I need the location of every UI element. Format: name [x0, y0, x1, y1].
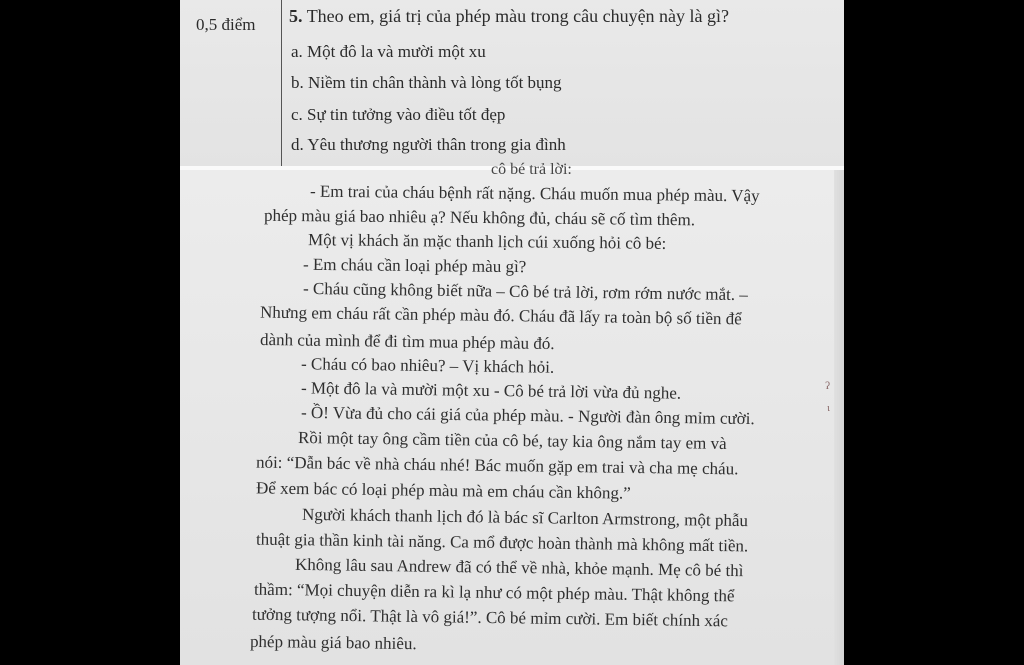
story-line: tưởng tượng nổi. Thật là vô giá!”. Cô bé mỉm cười. Em biết chính xác	[251, 604, 729, 631]
story-line: - Em cháu cần loại phép màu gì?	[302, 254, 527, 277]
cut-off-text: cô bé trả lời:	[491, 161, 572, 178]
story-line: phép màu giá bao nhiêu ạ? Nếu không đủ, cháu sẽ cố tìm thêm.	[263, 205, 696, 230]
story-line: - Một đô la và mười một xu - Cô bé trả lời vừa đủ nghe.	[300, 378, 682, 403]
story-line: thầm: “Mọi chuyện diễn ra kì lạ như có một phép màu. Thật không thể	[253, 579, 735, 606]
question-body: Theo em, giá trị của phép màu trong câu chuyện này là gì?	[306, 6, 730, 26]
story-line: Không lâu sau Andrew đã có thể về nhà, khỏe mạnh. Mẹ cô bé thì	[294, 554, 744, 581]
story-line: - Cháu có bao nhiêu? – Vị khách hỏi.	[300, 354, 555, 377]
story-line: - Em trai của cháu bệnh rất nặng. Cháu muốn mua phép màu. Vậy	[309, 181, 760, 206]
story-line: - Cháu cũng không biết nữa – Cô bé trả lời, rơm rớm nước mắt. –	[302, 278, 748, 305]
option-d: d. Yêu thương người thân trong gia đình	[291, 135, 566, 154]
story-line: Một vị khách ăn mặc thanh lịch cúi xuống hỏi cô bé:	[307, 230, 667, 253]
story-line: nói: “Dẫn bác về nhà cháu nhé! Bác muốn gặp em trai và cha mẹ cháu.	[255, 452, 739, 479]
question-text	[289, 6, 729, 27]
story-line: phép màu giá bao nhiêu.	[249, 631, 417, 654]
story-line: Rồi một tay ông cầm tiền của cô bé, tay kia ông nắm tay em và	[297, 428, 727, 453]
score-label: 0,5 điểm	[196, 15, 256, 34]
story-line: Nhưng em cháu rất cần phép màu đó. Cháu đã lấy ra toàn bộ số tiền để	[259, 302, 742, 329]
question-number: 5.	[289, 6, 303, 26]
story-line: thuật gia thần kinh tài năng. Ca mổ được hoàn thành mà không mất tiền.	[255, 529, 749, 556]
story-line: - Ồ! Vừa đủ cho cái giá của phép màu. - Người đàn ông mỉm cười.	[300, 402, 755, 429]
story-line: Để xem bác có loại phép màu mà em cháu cần không.”	[255, 478, 631, 503]
story-line: Người khách thanh lịch đó là bác sĩ Carlton Armstrong, một phẫu	[301, 504, 749, 531]
option-b: b. Niềm tin chân thành và lòng tốt bụng	[291, 73, 562, 92]
margin-mark: ʔ	[825, 380, 830, 392]
option-a: a. Một đô la và mười một xu	[291, 42, 486, 61]
story-photo	[180, 161, 844, 665]
margin-mark: ɩ	[827, 402, 830, 414]
story-line: dành của mình để đi tìm mua phép màu đó.	[259, 329, 555, 354]
option-c: c. Sự tin tưởng vào điều tốt đẹp	[291, 105, 506, 124]
page-edge	[834, 170, 844, 665]
table-divider	[281, 0, 282, 166]
